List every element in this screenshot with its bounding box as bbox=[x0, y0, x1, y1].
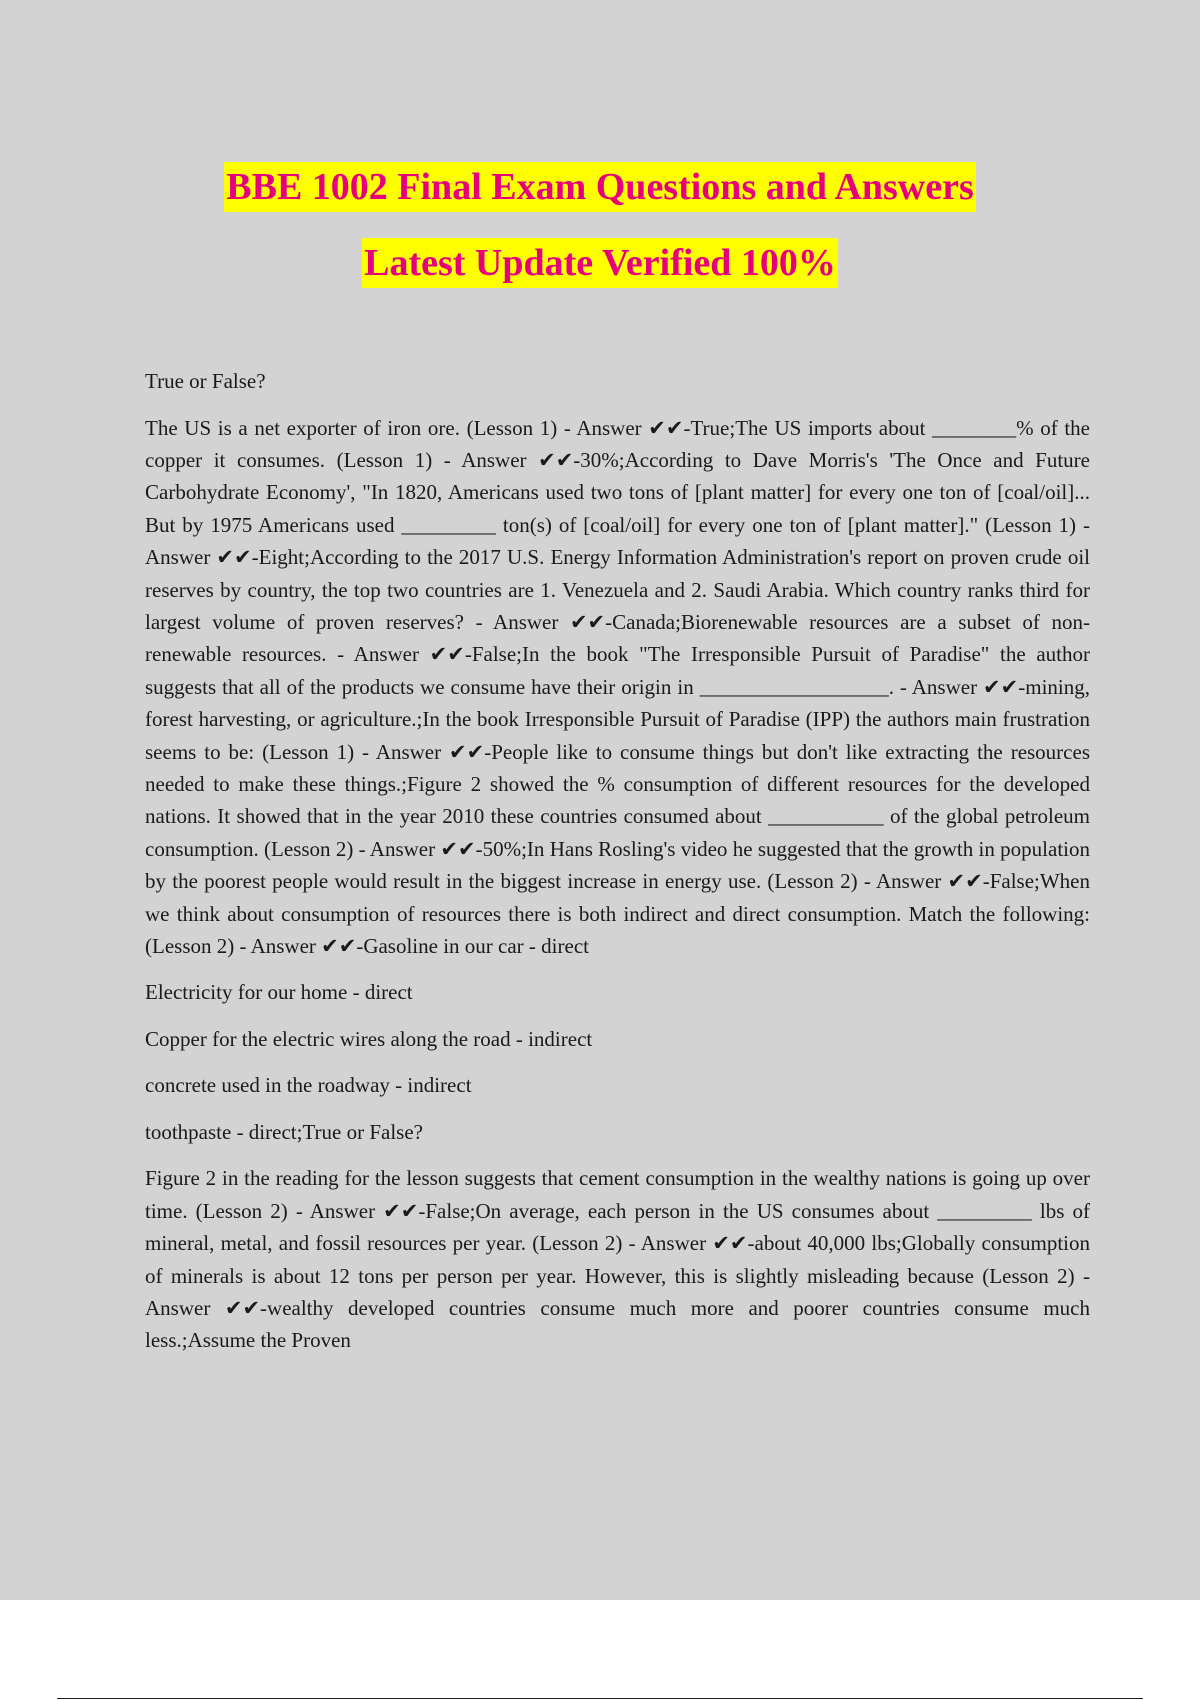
paragraph-concrete: concrete used in the roadway - indirect bbox=[145, 1073, 472, 1098]
paragraph-toothpaste: toothpaste - direct;True or False? bbox=[145, 1119, 423, 1144]
title-line-2: Latest Update Verified 100% bbox=[362, 238, 838, 288]
footer-divider bbox=[57, 1698, 1143, 1699]
paragraph-electricity: Electricity for our home - direct bbox=[145, 980, 413, 1005]
paragraph-questions-2: Figure 2 in the reading for the lesson suggests that cement consumption in the wealthy nations is going up over time. (Lesson 2) - Answer ✔✔-False;On average, each person in the US consumes about _________ lbs of mineral, metal, and fossil resources per year. (Lesson 2) - Answer ✔✔-about 40,000 lbs;Globally consumption of minerals is about 12 tons per person per year. However, this is slightly misleading because (Lesson 2) - Answer ✔✔-wealthy developed countries consume much more and poorer countries consume much less.;Assume the Proven bbox=[145, 1166, 1090, 1353]
paragraph-questions-1: The US is a net exporter of iron ore. (Lesson 1) - Answer ✔✔-True;The US imports about ________% of the copper it consumes. (Lesson 1) - Answer ✔✔-30%;According to Dave Morris's 'The Once and Future Carbohydrate Economy', "In 1820, Americans used two tons of [plant matter] for every one ton of [coal/oil]... But by 1975 Americans used _________ ton(s) of [coal/oil] for every one ton of [plant matter]." (Lesson 1) - Answer ✔✔-Eight;According to the 2017 U.S. Energy Information Administration's report on proven crude oil reserves by country, the top two countries are 1. Venezuela and 2. Saudi Arabia. Which country ranks third for largest volume of proven reserves? - Answer ✔✔-Canada;Biorenewable resources are a subset of non-renewable resources. - Answer ✔✔-False;In the book "The Irresponsible Pursuit of Paradise" the author suggests that all of the products we consume have their origin in __________________. - Answer ✔✔-mining, forest harvesting, or agriculture.;In the book Irresponsible Pursuit of Paradise (IPP) the authors main frustration seems to be: (Lesson 1) - Answer ✔✔-People like to consume things but don't like extracting the resources needed to make these things.;Figure 2 showed the % consumption of different resources for the developed nations. It showed that in the year 2010 these countries consumed about ___________ of the global petroleum consumption. (Lesson 2) - Answer ✔✔-50%;In Hans Rosling's video he suggested that the growth in population by the poorest people would result in the biggest increase in energy use. (Lesson 2) - Answer ✔✔-False;When we think about consumption of resources there is both indirect and direct consumption. Match the following: (Lesson 2) - Answer ✔✔-Gasoline in our car - direct bbox=[145, 415, 1090, 958]
paragraph-true-or-false: True or False? bbox=[145, 369, 266, 393]
paragraph-copper: Copper for the electric wires along the road - indirect bbox=[145, 1026, 593, 1051]
title-line-1: BBE 1002 Final Exam Questions and Answers bbox=[224, 162, 975, 212]
document-title bbox=[0, 162, 1200, 314]
document-body bbox=[145, 365, 1090, 1371]
